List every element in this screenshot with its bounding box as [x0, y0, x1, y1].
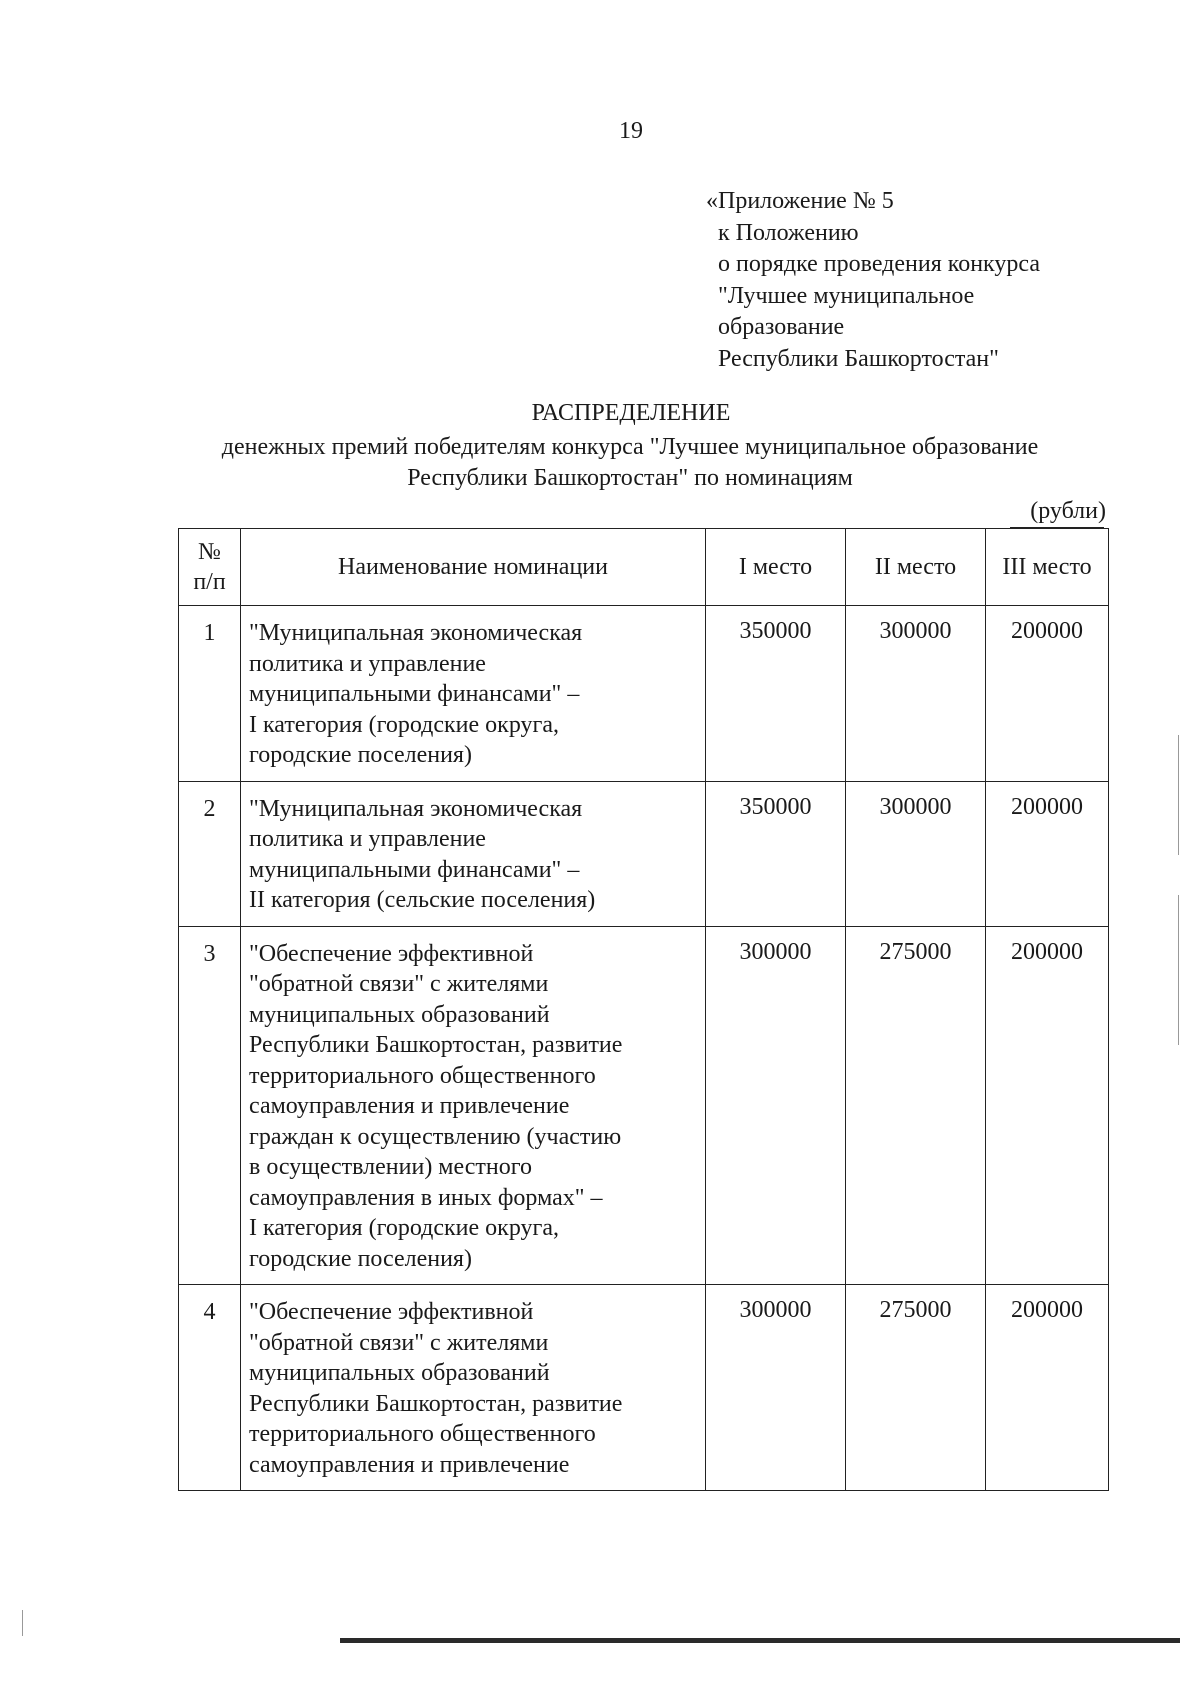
table-row: [179, 781, 1109, 926]
nomination-name-line: II категория (сельские поселения): [249, 887, 596, 913]
nomination-name-line: в осуществлении) местного: [249, 1154, 532, 1180]
footer-rule: [340, 1638, 1180, 1643]
nomination-name: [241, 926, 706, 1285]
units-label: (рубли): [1030, 498, 1106, 524]
appendix-line: к Положению: [718, 219, 859, 246]
nomination-name-line: "Муниципальная экономическая: [249, 795, 583, 822]
scan-mark: [1178, 895, 1179, 1045]
header-place-2: II место: [846, 529, 986, 606]
appendix-line: "Лучшее муниципальное: [718, 282, 975, 309]
nomination-name-line: самоуправления и привлечение: [249, 1451, 570, 1478]
nomination-name-line: политика и управление: [249, 650, 486, 677]
nomination-name-line: "обратной связи" с жителями: [249, 1329, 549, 1356]
header-place-1: I место: [706, 529, 846, 606]
prize-place-2: 300000: [846, 781, 986, 926]
nomination-name: [241, 606, 706, 782]
nomination-name-line: муниципальных образований: [249, 1001, 550, 1028]
nomination-name-line: Республики Башкортостан, развитие: [249, 1390, 623, 1417]
table-body: [179, 606, 1109, 1491]
row-number: 4: [179, 1285, 241, 1491]
nomination-name-line: городские поселения): [249, 1245, 472, 1272]
subtitle-line: Республики Башкортостан" по номинациям: [407, 465, 853, 491]
prize-place-1: 350000: [706, 781, 846, 926]
prize-place-1: 300000: [706, 1285, 846, 1491]
prize-place-3: 200000: [986, 606, 1109, 782]
prize-place-3: 200000: [986, 926, 1109, 1285]
nomination-name-line: граждан к осуществлению (участию: [249, 1123, 622, 1150]
nomination-name-line: политика и управление: [249, 826, 486, 852]
prize-place-1: 300000: [706, 926, 846, 1285]
scan-mark: [22, 1610, 23, 1636]
nomination-name: [241, 781, 706, 926]
row-number: 2: [179, 781, 241, 926]
page-number: 19: [619, 118, 643, 144]
nomination-name-line: "Обеспечение эффективной: [249, 1299, 534, 1325]
nomination-name-line: муниципальными финансами" –: [249, 856, 580, 883]
table-header-row: [179, 529, 1109, 606]
nomination-name: [241, 1285, 706, 1491]
nomination-name-line: "Муниципальная экономическая: [249, 620, 583, 646]
nomination-name-line: I категория (городские округа,: [249, 1215, 559, 1241]
prize-place-3: 200000: [986, 1285, 1109, 1491]
prize-place-1: 350000: [706, 606, 846, 782]
subtitle-line: денежных премий победителям конкурса "Лучшее муниципальное образование: [221, 434, 1039, 460]
nomination-name-line: городские поселения): [249, 742, 472, 768]
nomination-name-line: "Обеспечение эффективной: [249, 940, 534, 967]
header-number-symbol: №: [198, 538, 221, 565]
table-row: [179, 926, 1109, 1285]
nomination-name-line: муниципальных образований: [249, 1360, 550, 1386]
appendix-line: Республики Башкортостан": [718, 345, 999, 372]
appendix-line: образование: [718, 314, 845, 340]
nomination-name-line: I категория (городские округа,: [249, 711, 559, 738]
appendix-line: о порядке проведения конкурса: [718, 251, 1040, 277]
prize-place-2: 275000: [846, 1285, 986, 1491]
document-title: РАСПРЕДЕЛЕНИЕ: [531, 400, 731, 426]
nomination-name-line: территориального общественного: [249, 1062, 596, 1089]
prize-place-3: 200000: [986, 781, 1109, 926]
nomination-name-line: самоуправления и привлечение: [249, 1093, 570, 1119]
header-number: [179, 529, 241, 606]
prize-place-2: 275000: [846, 926, 986, 1285]
nomination-name-line: муниципальными финансами" –: [249, 681, 580, 707]
header-place-3: III место: [986, 529, 1109, 606]
nomination-name-line: территориального общественного: [249, 1421, 596, 1447]
document-subtitle: [60, 432, 1200, 494]
scan-mark: [1178, 735, 1179, 855]
header-number-abbr: п/п: [193, 569, 226, 595]
prize-place-2: 300000: [846, 606, 986, 782]
header-nomination-name: Наименование номинации: [241, 529, 706, 606]
awards-table: [178, 528, 1109, 1491]
table-row: [179, 1285, 1109, 1491]
table-row: [179, 606, 1109, 782]
nomination-name-line: самоуправления в иных формах" –: [249, 1184, 603, 1211]
nomination-name-line: "обратной связи" с жителями: [249, 971, 549, 997]
row-number: 3: [179, 926, 241, 1285]
nomination-name-line: Республики Башкортостан, развитие: [249, 1032, 623, 1058]
appendix-reference: [706, 186, 1040, 375]
appendix-line: «Приложение № 5: [706, 188, 894, 214]
row-number: 1: [179, 606, 241, 782]
